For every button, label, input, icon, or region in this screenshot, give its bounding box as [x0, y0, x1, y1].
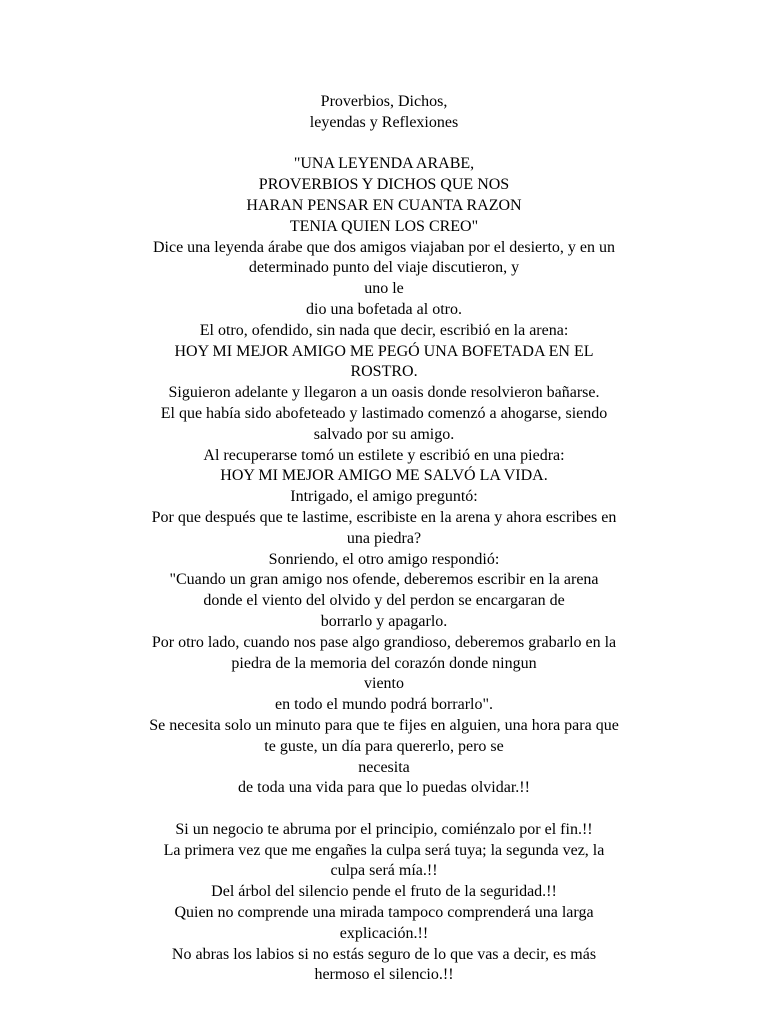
- heading-line: "UNA LEYENDA ARABE,: [293, 155, 475, 173]
- story-line: uno le: [364, 280, 404, 298]
- story-line: ROSTRO.: [350, 363, 418, 381]
- story-line: Por otro lado, cuando nos pase algo grandioso, deberemos grabarlo en la: [151, 633, 617, 651]
- proverb-line: No abras los labios si no estás seguro de lo que vas a decir, es más: [171, 945, 597, 963]
- story-line: en todo el mundo podrá borrarlo".: [274, 696, 494, 714]
- heading-line: TENIA QUIEN LOS CREO": [289, 217, 479, 235]
- story-line: determinado punto del viaje discutieron, y: [248, 259, 520, 277]
- story-line: piedra de la memoria del corazón donde ningun: [231, 654, 537, 672]
- proverb-line: La primera vez que me engañes la culpa será tuya; la segunda vez, la: [163, 841, 605, 859]
- story-line: borrarlo y apagarlo.: [320, 612, 448, 630]
- story-line: Se necesita solo un minuto para que te fijes en alguien, una hora para que: [149, 716, 619, 734]
- blank-line: [0, 134, 768, 155]
- proverbs-section: [0, 820, 768, 986]
- proverb-line: Quien no comprende una mirada tampoco comprenderá una larga: [174, 904, 594, 922]
- story-line: El que había sido abofeteado y lastimado comenzó a ahogarse, siendo: [160, 404, 608, 422]
- story-line: Dice una leyenda árabe que dos amigos viajaban por el desierto, y en un: [152, 238, 616, 256]
- document-title-line: leyendas y Reflexiones: [309, 113, 459, 131]
- proverb-line: Del árbol del silencio pende el fruto de la seguridad.!!: [211, 883, 557, 901]
- heading-line: PROVERBIOS Y DICHOS QUE NOS: [258, 176, 510, 194]
- story-line: Por que después que te lastime, escribiste en la arena y ahora escribes en: [151, 508, 617, 526]
- proverb-line: hermoso el silencio.!!: [314, 966, 454, 984]
- story-line: te guste, un día para quererlo, pero se: [264, 737, 504, 755]
- proverb-line: Si un negocio te abruma por el principio, comiénzalo por el fin.!!: [175, 820, 593, 838]
- story-line: de toda una vida para que lo puedas olvidar.!!: [238, 779, 530, 797]
- document-page: [0, 92, 768, 986]
- blank-line: [0, 799, 768, 820]
- story-line: salvado por su amigo.: [313, 425, 455, 443]
- story-line: HOY MI MEJOR AMIGO ME SALVÓ LA VIDA.: [220, 467, 548, 485]
- story-line: El otro, ofendido, sin nada que decir, escribió en la arena:: [199, 321, 569, 339]
- story-line: necesita: [358, 758, 410, 776]
- story-line: Sonriendo, el otro amigo respondió:: [268, 550, 500, 568]
- story-line: "Cuando un gran amigo nos ofende, deberemos escribir en la arena: [169, 571, 599, 589]
- document-title-line: Proverbios, Dichos,: [320, 93, 448, 110]
- story-line: viento: [364, 675, 404, 693]
- story-line: donde el viento del olvido y del perdon se encargaran de: [203, 592, 565, 610]
- story-line: dio una bofetada al otro.: [306, 300, 462, 318]
- proverb-line: explicación.!!: [339, 924, 429, 942]
- heading-line: HARAN PENSAR EN CUANTA RAZON: [246, 196, 522, 214]
- story-line: una piedra?: [346, 529, 422, 547]
- proverb-line: culpa será mía.!!: [330, 862, 438, 880]
- story-line: Siguieron adelante y llegaron a un oasis donde resolvieron bañarse.: [168, 384, 600, 402]
- story-line: Intrigado, el amigo preguntó:: [290, 488, 478, 506]
- story-section: [0, 238, 768, 800]
- story-line: HOY MI MEJOR AMIGO ME PEGÓ UNA BOFETADA EN EL: [174, 342, 594, 360]
- story-line: Al recuperarse tomó un estilete y escribió en una piedra:: [203, 446, 565, 464]
